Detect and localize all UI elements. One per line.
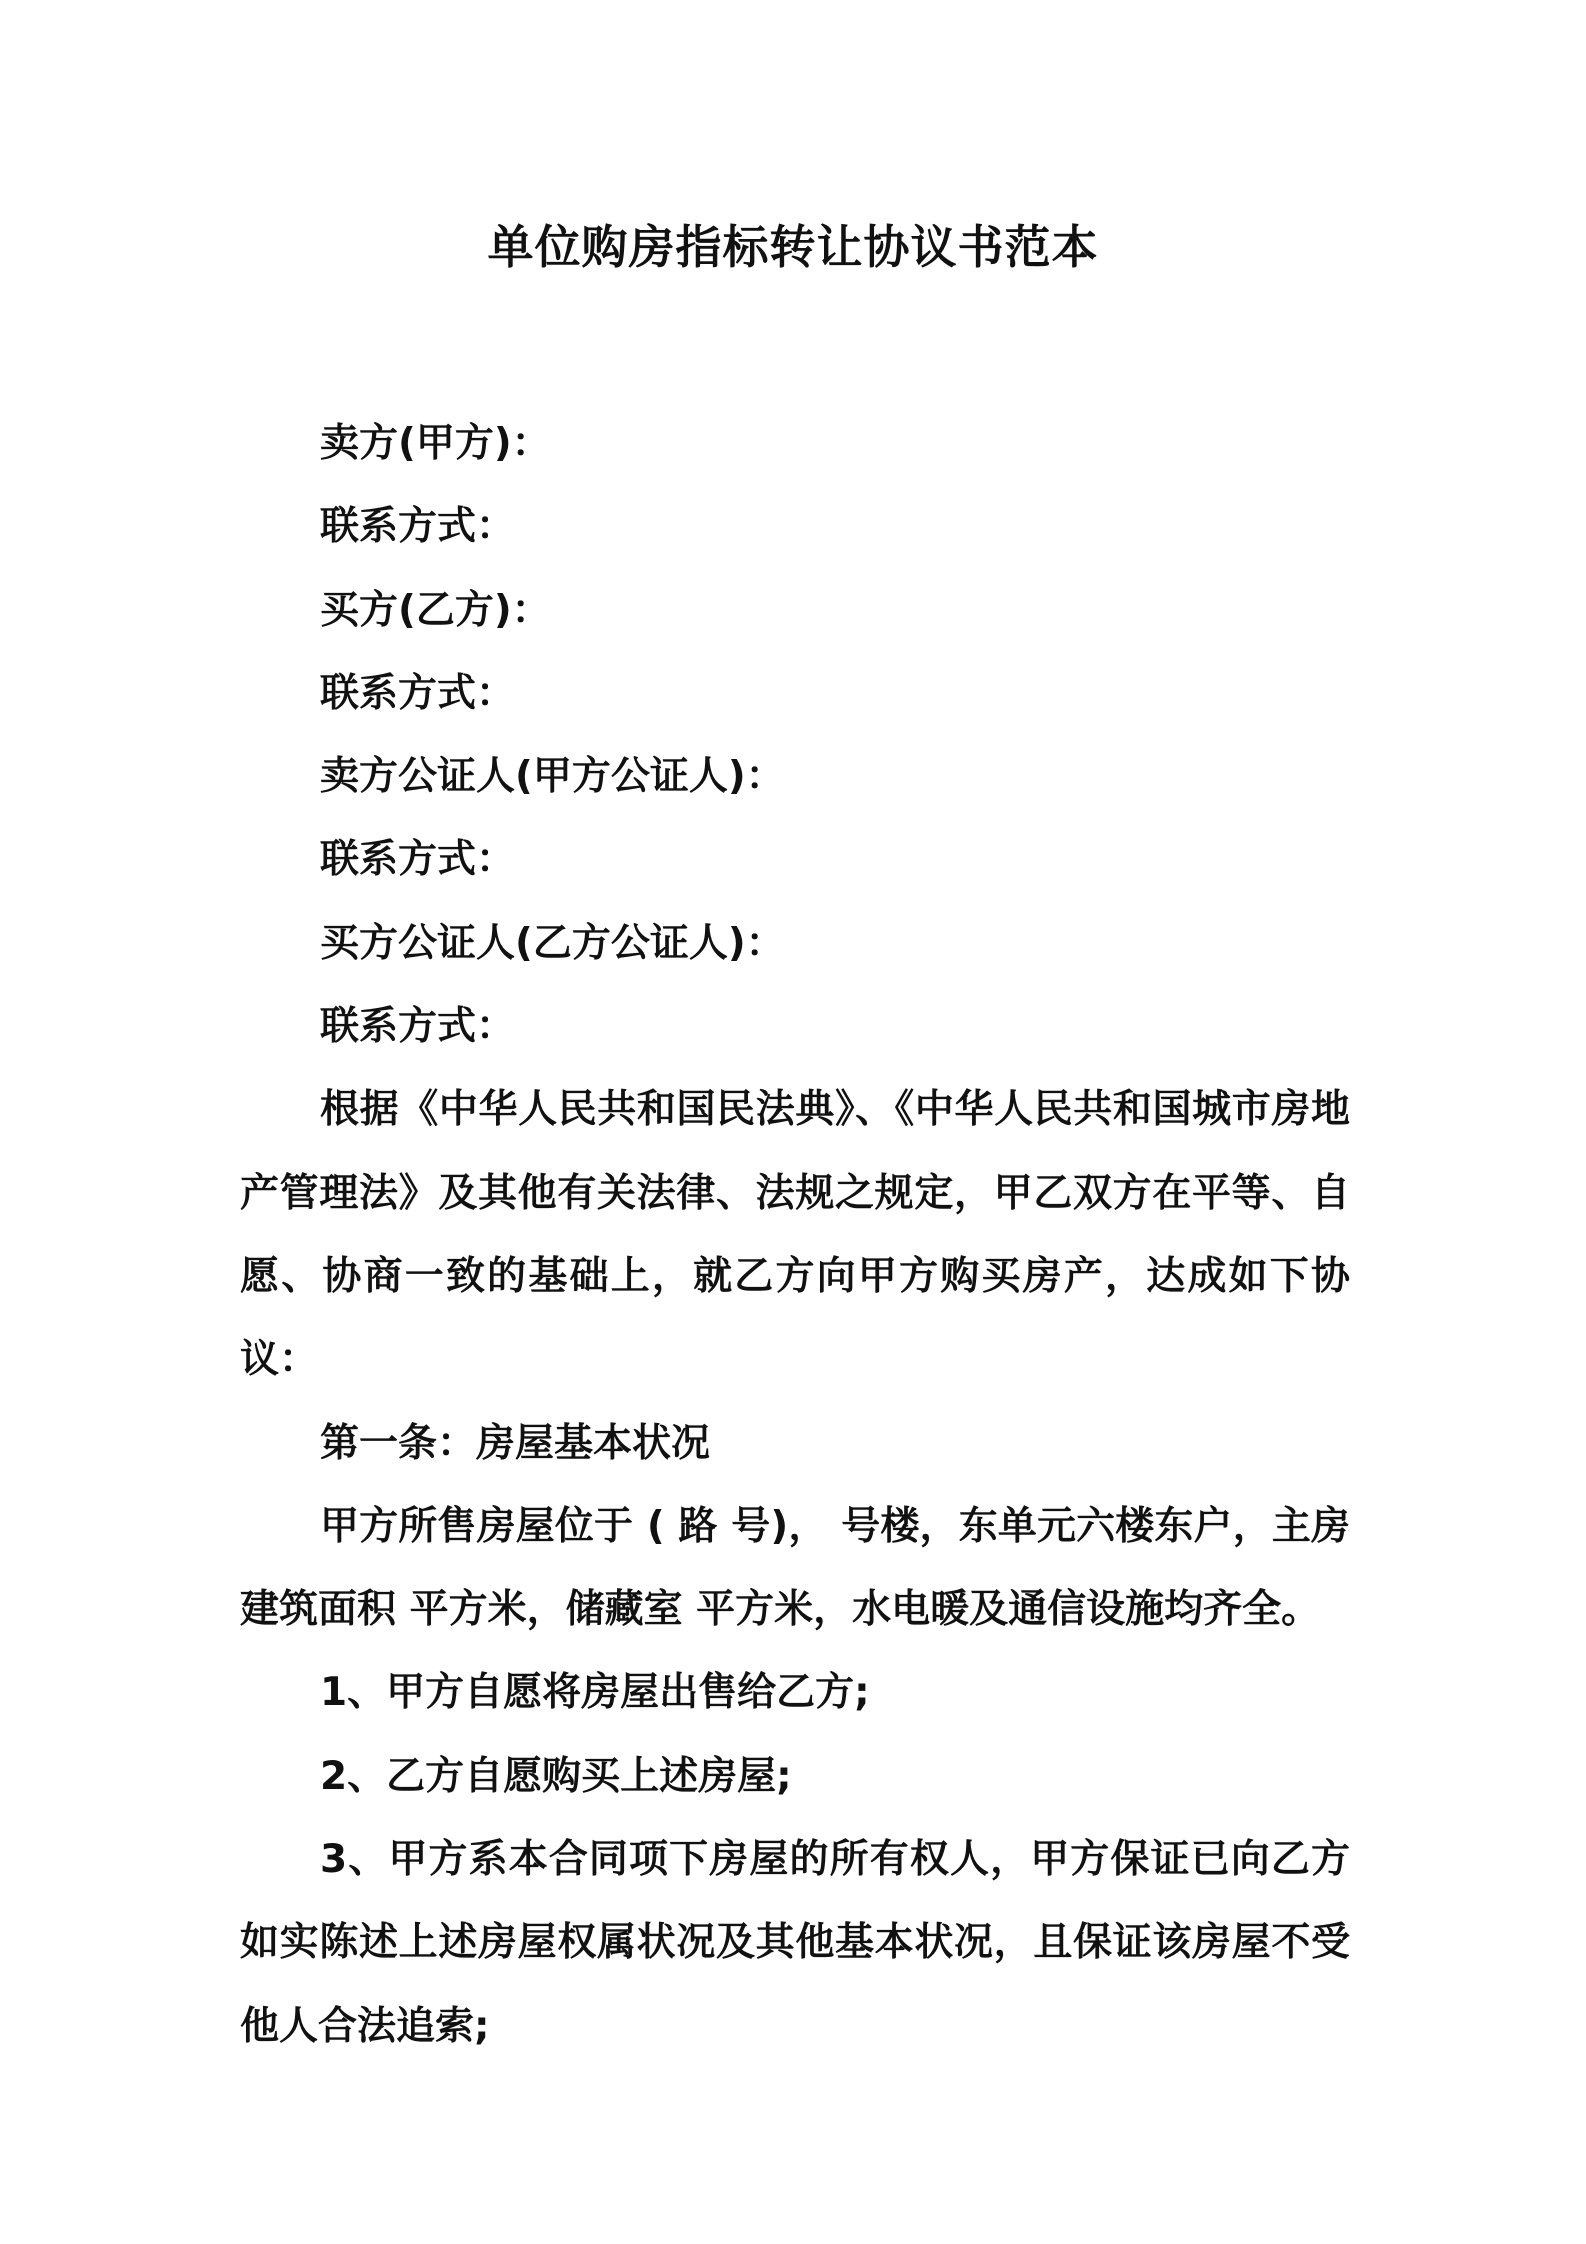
buyer-contact-line: 联系方式：: [320, 670, 516, 716]
document-body: [240, 402, 1350, 2068]
clause-3: 3、甲方系本合同项下房屋的所有权人，甲方保证已向乙方如实陈述上述房屋权属状况及其他基本状况，且保证该房屋不受他人合法追索;: [240, 1837, 1350, 2049]
clause-1: 1、甲方自愿将房屋出售给乙方;: [320, 1670, 870, 1716]
property-description-paragraph: 甲方所售房屋位于 ( 路 号)， 号楼，东单元六楼东户，主房建筑面积 平方米，储藏室 平方米，水电暖及通信设施均齐全。: [240, 1503, 1350, 1633]
buyer-notary-line: 买方公证人(乙方公证人)：: [320, 920, 785, 966]
document-title: 单位购房指标转让协议书范本: [487, 220, 1099, 274]
article-one-heading: 第一条：房屋基本状况: [320, 1420, 711, 1466]
legal-basis-paragraph: 根据《中华人民共和国民法典》、《中华人民共和国城市房地产管理法》及其他有关法律、法规之规定，甲乙双方在平等、自愿、协商一致的基础上，就乙方向甲方购买房产，达成如下协议：: [240, 1087, 1350, 1383]
seller-notary-contact-line: 联系方式：: [320, 837, 516, 883]
seller-notary-line: 卖方公证人(甲方公证人)：: [320, 754, 785, 800]
buyer-line: 买方(乙方)：: [320, 587, 551, 633]
buyer-notary-contact-line: 联系方式：: [320, 1004, 516, 1050]
clause-2: 2、乙方自愿购买上述房屋;: [320, 1753, 792, 1799]
seller-contact-line: 联系方式：: [320, 504, 516, 550]
seller-line: 卖方(甲方)：: [320, 421, 551, 466]
